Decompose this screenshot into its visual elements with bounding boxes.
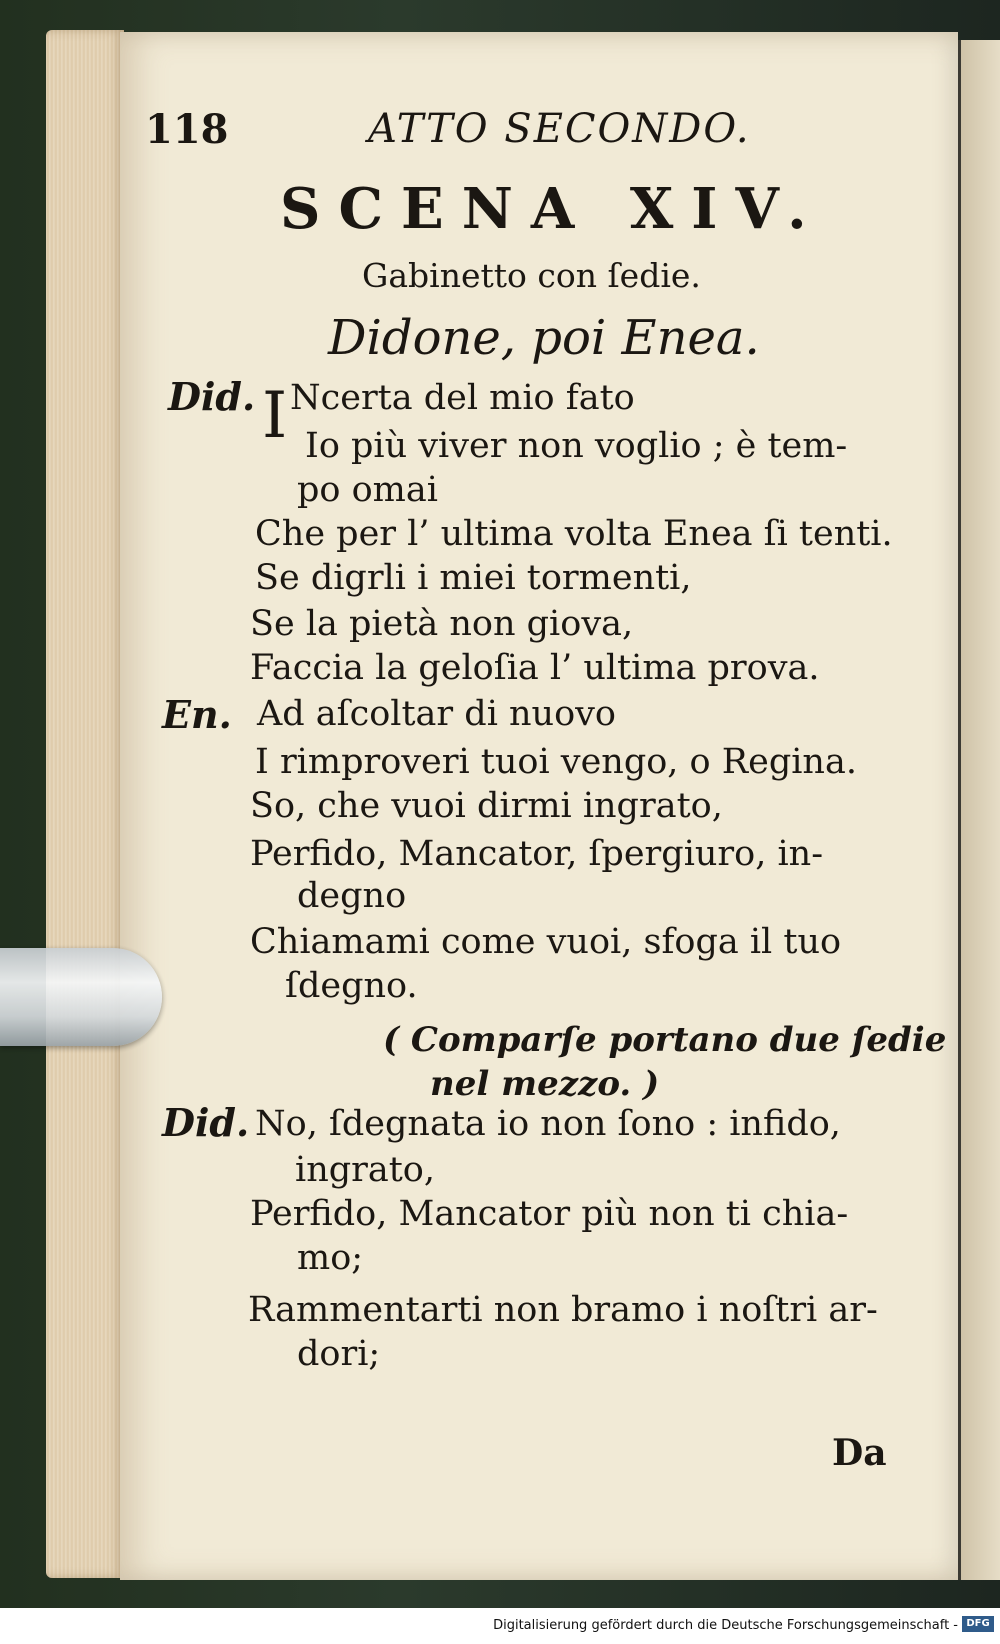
speaker-label: Did.: [168, 374, 256, 419]
facing-page-edge: [958, 40, 1000, 1580]
verse-line: Faccia la geloſia l’ ultima prova.: [250, 648, 820, 688]
running-head: ATTO SECONDO.: [368, 106, 751, 152]
speaker-label: Did.: [162, 1100, 250, 1145]
verse-line: Perfido, Mancator, ſpergiuro, in-: [250, 834, 824, 874]
verse-line: Se digrli i miei tormenti,: [255, 558, 692, 598]
verse-line: Ncerta del mio fato: [290, 378, 635, 418]
catchword: Da: [832, 1432, 887, 1474]
funding-credit: Digitalisierung gefördert durch die Deutsche Forschungsgemeinschaft -: [493, 1618, 958, 1633]
verse-line: po omai: [297, 470, 438, 510]
scene-title: SCENA XIV.: [280, 176, 825, 242]
verse-line: Chiamami come vuoi, sfoga il tuo: [250, 922, 842, 962]
scene-characters: Didone, poi Enea.: [328, 310, 760, 366]
stage-direction: ( Comparſe portano due ſedie: [383, 1020, 947, 1060]
verse-line: degno: [297, 876, 407, 916]
page-number: 118: [145, 106, 229, 153]
verse-line: No, ſdegnata io non ſono : infido,: [255, 1104, 841, 1144]
stage-direction: nel mezzo. ): [430, 1064, 660, 1104]
scanner-clip: [0, 948, 162, 1046]
verse-line: I rimproveri tuoi vengo, o Regina.: [255, 742, 857, 782]
verse-line: Che per l’ ultima volta Enea ſi tenti.: [255, 514, 893, 554]
verse-line: Rammentarti non bramo i noſtri ar-: [248, 1290, 878, 1330]
verse-line: Perfido, Mancator più non ti chia-: [250, 1194, 849, 1234]
verse-line: Se la pietà non giova,: [250, 604, 634, 644]
verse-line: ingrato,: [295, 1150, 435, 1190]
verse-line: So, che vuoi dirmi ingrato,: [250, 786, 723, 826]
book-page-edges: [46, 30, 124, 1578]
verse-line: Ad aſcoltar di nuovo: [257, 694, 617, 734]
speaker-label: En.: [162, 692, 232, 737]
verse-line: Io più viver non voglio ; è tem-: [305, 426, 848, 466]
dfg-logo-icon: DFG: [962, 1616, 994, 1632]
scene-setting: Gabinetto con ſedie.: [362, 256, 701, 295]
drop-capital: I: [262, 379, 288, 453]
verse-line: mo;: [297, 1238, 364, 1278]
verse-line: ſdegno.: [285, 966, 418, 1006]
verse-line: dori;: [297, 1334, 381, 1374]
